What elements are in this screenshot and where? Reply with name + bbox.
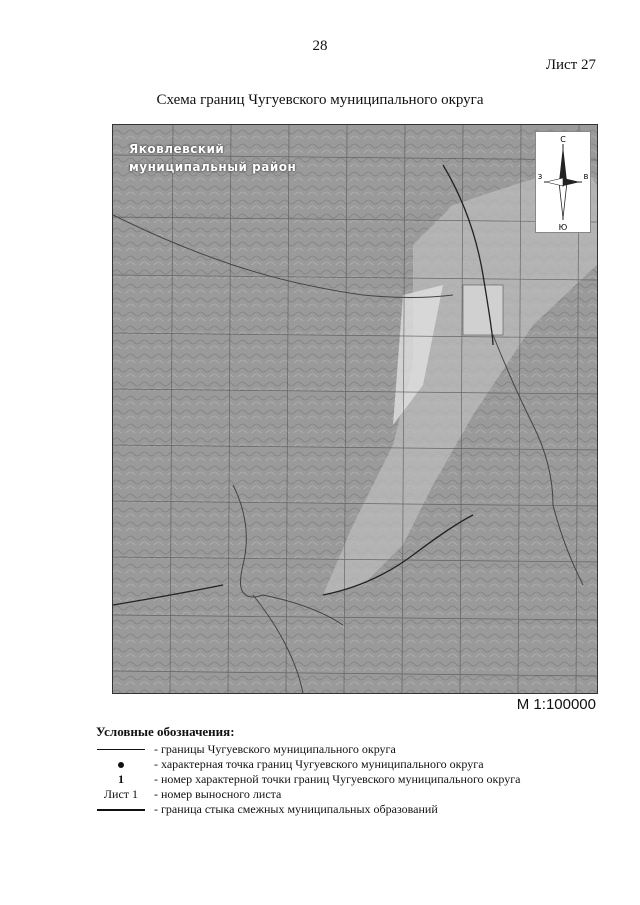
legend-item-text: - номер характерной точки границ Чугуевского муниципального округа bbox=[154, 772, 521, 786]
legend-item-text: - граница стыка смежных муниципальных образований bbox=[154, 802, 438, 816]
compass-east-label: В bbox=[583, 173, 589, 181]
compass-north-label: С bbox=[560, 135, 566, 144]
district-label-line2: муниципальный район bbox=[129, 160, 297, 174]
sheet-number-symbol: Лист 1 bbox=[103, 787, 139, 801]
legend-item-sheet-number bbox=[96, 787, 616, 802]
topographic-map bbox=[112, 124, 598, 694]
legend-title: Условные обозначения: bbox=[96, 724, 235, 739]
legend-item-boundary bbox=[96, 742, 616, 757]
legend-item-text: - характерная точка границ Чугуевского муниципального округа bbox=[154, 757, 484, 771]
legend-item-point bbox=[96, 757, 616, 772]
boundary-line-icon bbox=[97, 749, 145, 750]
legend-item-text: - границы Чугуевского муниципального округа bbox=[154, 742, 396, 756]
legend-item-junction bbox=[96, 802, 616, 817]
sheet-label: Лист 27 bbox=[545, 57, 596, 73]
compass-south-label: Ю bbox=[558, 223, 568, 232]
legend-item-point-number bbox=[96, 772, 616, 787]
compass-icon bbox=[536, 132, 590, 232]
compass-rose bbox=[535, 131, 591, 233]
map-scale: М 1:100000 bbox=[516, 696, 596, 713]
map-terrain bbox=[113, 125, 597, 693]
compass-west-label: З bbox=[537, 173, 543, 181]
legend-item-text: - номер выносного листа bbox=[154, 787, 282, 801]
page-title: Схема границ Чугуевского муниципального округа bbox=[156, 92, 484, 108]
junction-line-icon bbox=[97, 809, 145, 811]
legend bbox=[96, 724, 616, 817]
district-label: Яковлевский bbox=[129, 142, 225, 156]
point-dot-icon bbox=[118, 762, 124, 768]
page-number: 28 bbox=[312, 38, 328, 54]
point-number-symbol: 1 bbox=[118, 772, 124, 786]
